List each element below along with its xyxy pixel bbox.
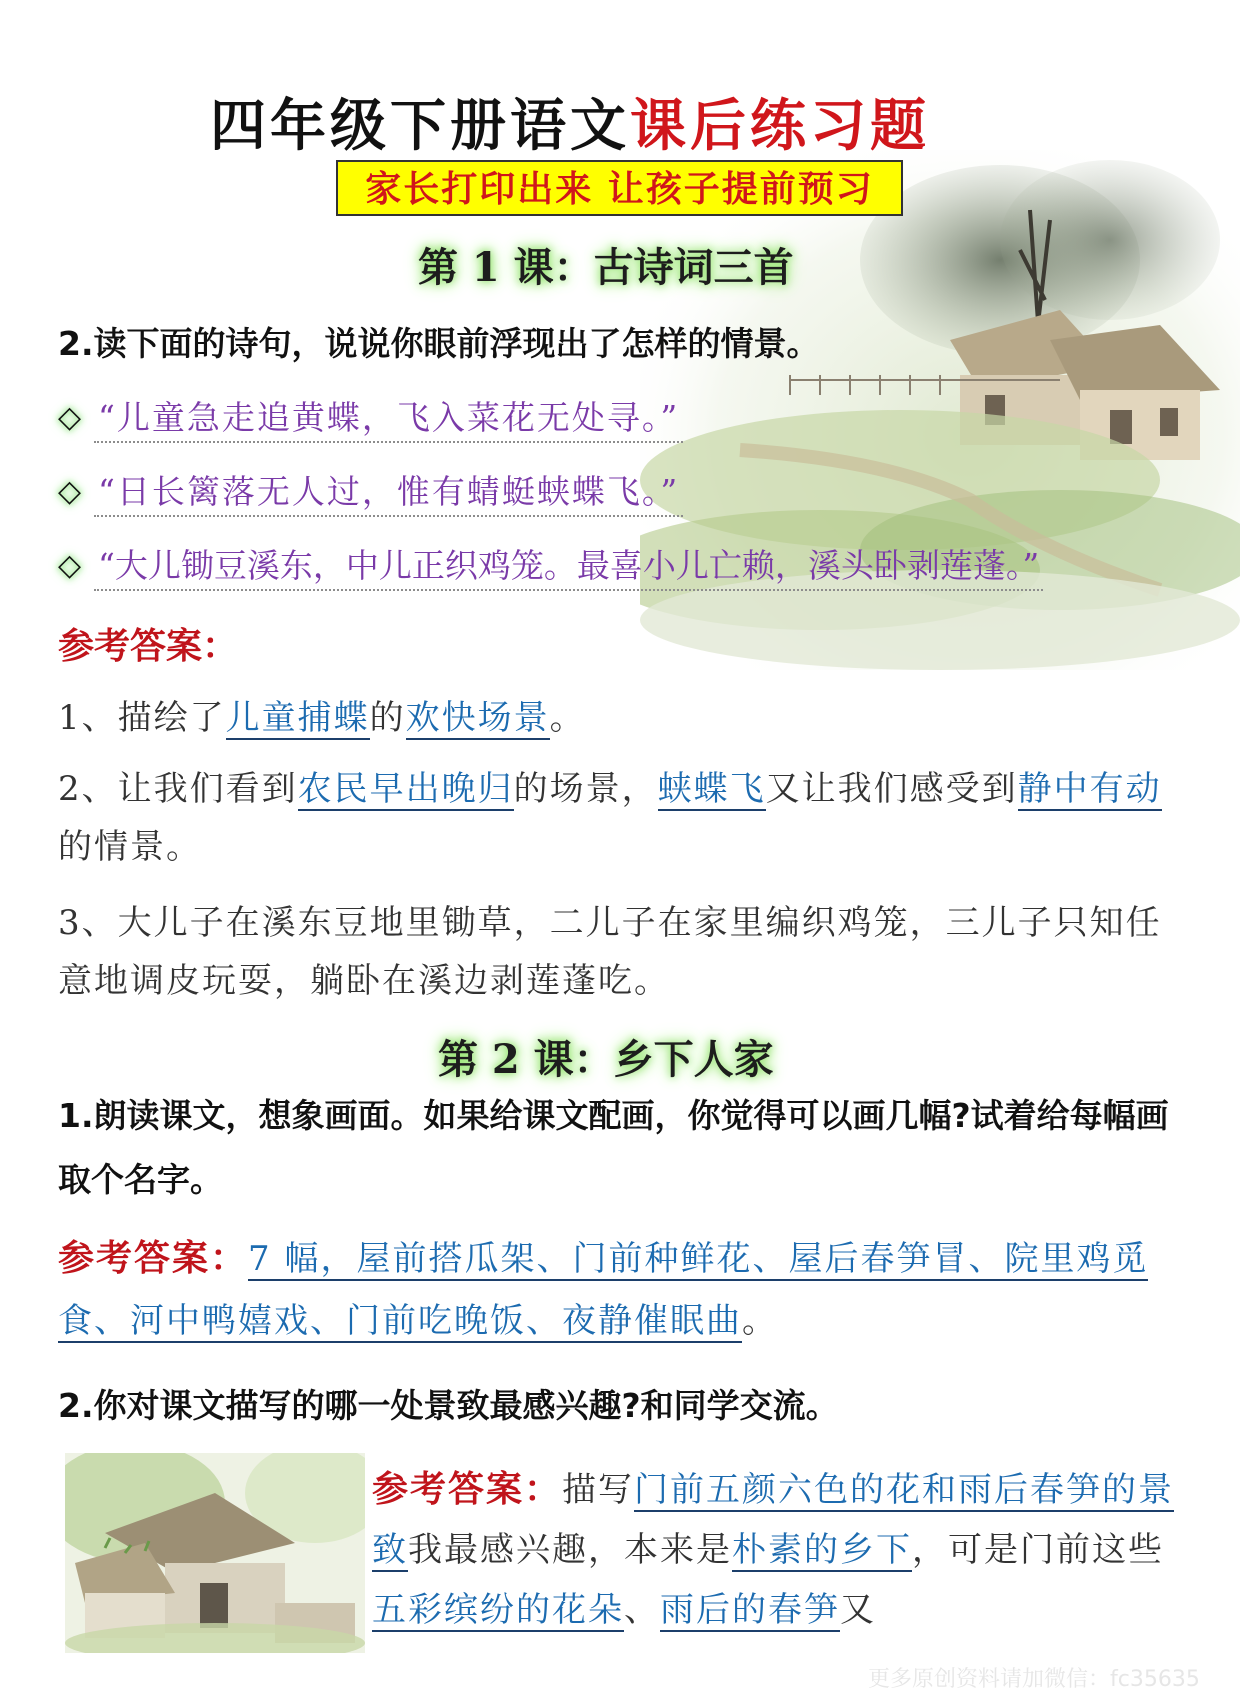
answer-1 (58, 690, 586, 739)
page-title (210, 82, 930, 162)
answer-label: 参考答案： (58, 1238, 249, 1279)
answer-text: 描写 (562, 1470, 635, 1510)
diamond-icon: ◇ (58, 548, 82, 583)
answer-text: 又让我们感受到 (765, 769, 1018, 809)
answer-highlight: 农民早出晚归 (297, 769, 514, 809)
lesson2-question-2: 2.你对课文描写的哪一处景致最感兴趣?和同学交流。 (58, 1386, 839, 1425)
answer-text: 的 (369, 698, 406, 738)
village-house-painting (65, 1453, 365, 1653)
answer-highlight: 静中有动 (1017, 769, 1162, 809)
answer-text: 。 (742, 1301, 778, 1341)
answer-text: 1、描绘了 (58, 698, 226, 738)
lesson2-question-1: 1.朗读课文，想象画面。如果给课文配画，你觉得可以画几幅?试着给每幅画取个名字。 (58, 1096, 1169, 1199)
poem-text: “日长篱落无人过，惟有蜻蜓蛱蝶飞。” (94, 466, 683, 517)
answer-text: 的场景， (513, 769, 658, 809)
answer-highlight: 欢快场景 (405, 698, 550, 738)
diamond-icon: ◇ (58, 474, 82, 509)
title-black: 四年级下册语文 (210, 94, 630, 159)
answer-highlight: 7 幅，屋前搭瓜架、门前种鲜花、屋后春笋冒、院里鸡觅食、河中鸭嬉戏、门前吃晚饭、夜静催眠曲 (58, 1239, 1149, 1341)
answer-highlight: 门前五颜六色的花和雨后春笋的景致 (372, 1470, 1175, 1570)
lesson2-heading: 第 2 课：乡下人家 (438, 1036, 774, 1083)
answer-2 (58, 760, 1188, 876)
poem-line-2 (58, 466, 683, 517)
lesson1-question: 2.读下面的诗句，说说你眼前浮现出了怎样的情景。 (58, 324, 820, 363)
answer-text: 2、让我们看到 (58, 769, 298, 809)
answer-text: 我最感兴趣，本来是 (408, 1530, 732, 1570)
answer-3: 3、大儿子在溪东豆地里锄草，二儿子在家里编织鸡笼，三儿子只知任意地调皮玩耍，躺卧在溪边剥莲蓬吃。 (58, 903, 1162, 1001)
landscape-painting (640, 150, 1240, 670)
diamond-icon: ◇ (58, 400, 82, 435)
lesson2-answer-1 (58, 1228, 1188, 1352)
poem-text: “大儿锄豆溪东，中儿正织鸡笼。最喜小儿亡赖，溪头卧剥莲蓬。” (94, 540, 1043, 591)
answer-text: 。 (549, 698, 586, 738)
poem-text: “儿童急走追黄蝶，飞入菜花无处寻。” (94, 392, 683, 443)
answer-label: 参考答案： (372, 1469, 563, 1510)
answer-text: 的情景。 (58, 827, 202, 867)
answer-highlight: 儿童捕蝶 (225, 698, 370, 738)
answer-highlight: 雨后的春笋 (660, 1590, 840, 1630)
answer-highlight: 蛱蝶飞 (657, 769, 766, 809)
watermark: 更多原创资料请加微信：fc35635 (868, 1667, 1200, 1692)
title-red: 课后练习题 (630, 94, 930, 159)
answer-highlight: 朴素的乡下 (732, 1530, 912, 1570)
lesson1-heading: 第 1 课：古诗词三首 (418, 244, 794, 291)
answer-highlight: 五彩缤纷的花朵 (372, 1590, 624, 1630)
answer-label: 参考答案： (58, 626, 239, 667)
answer-text: ，可是门前这些 (912, 1530, 1164, 1570)
answer-text: 又 (840, 1590, 876, 1630)
lesson2-answer-2 (372, 1460, 1182, 1640)
subtitle-banner: 家长打印出来 让孩子提前预习 (336, 160, 903, 216)
poem-line-1 (58, 392, 683, 443)
poem-line-3 (58, 540, 1043, 591)
answer-text: 、 (624, 1590, 660, 1630)
